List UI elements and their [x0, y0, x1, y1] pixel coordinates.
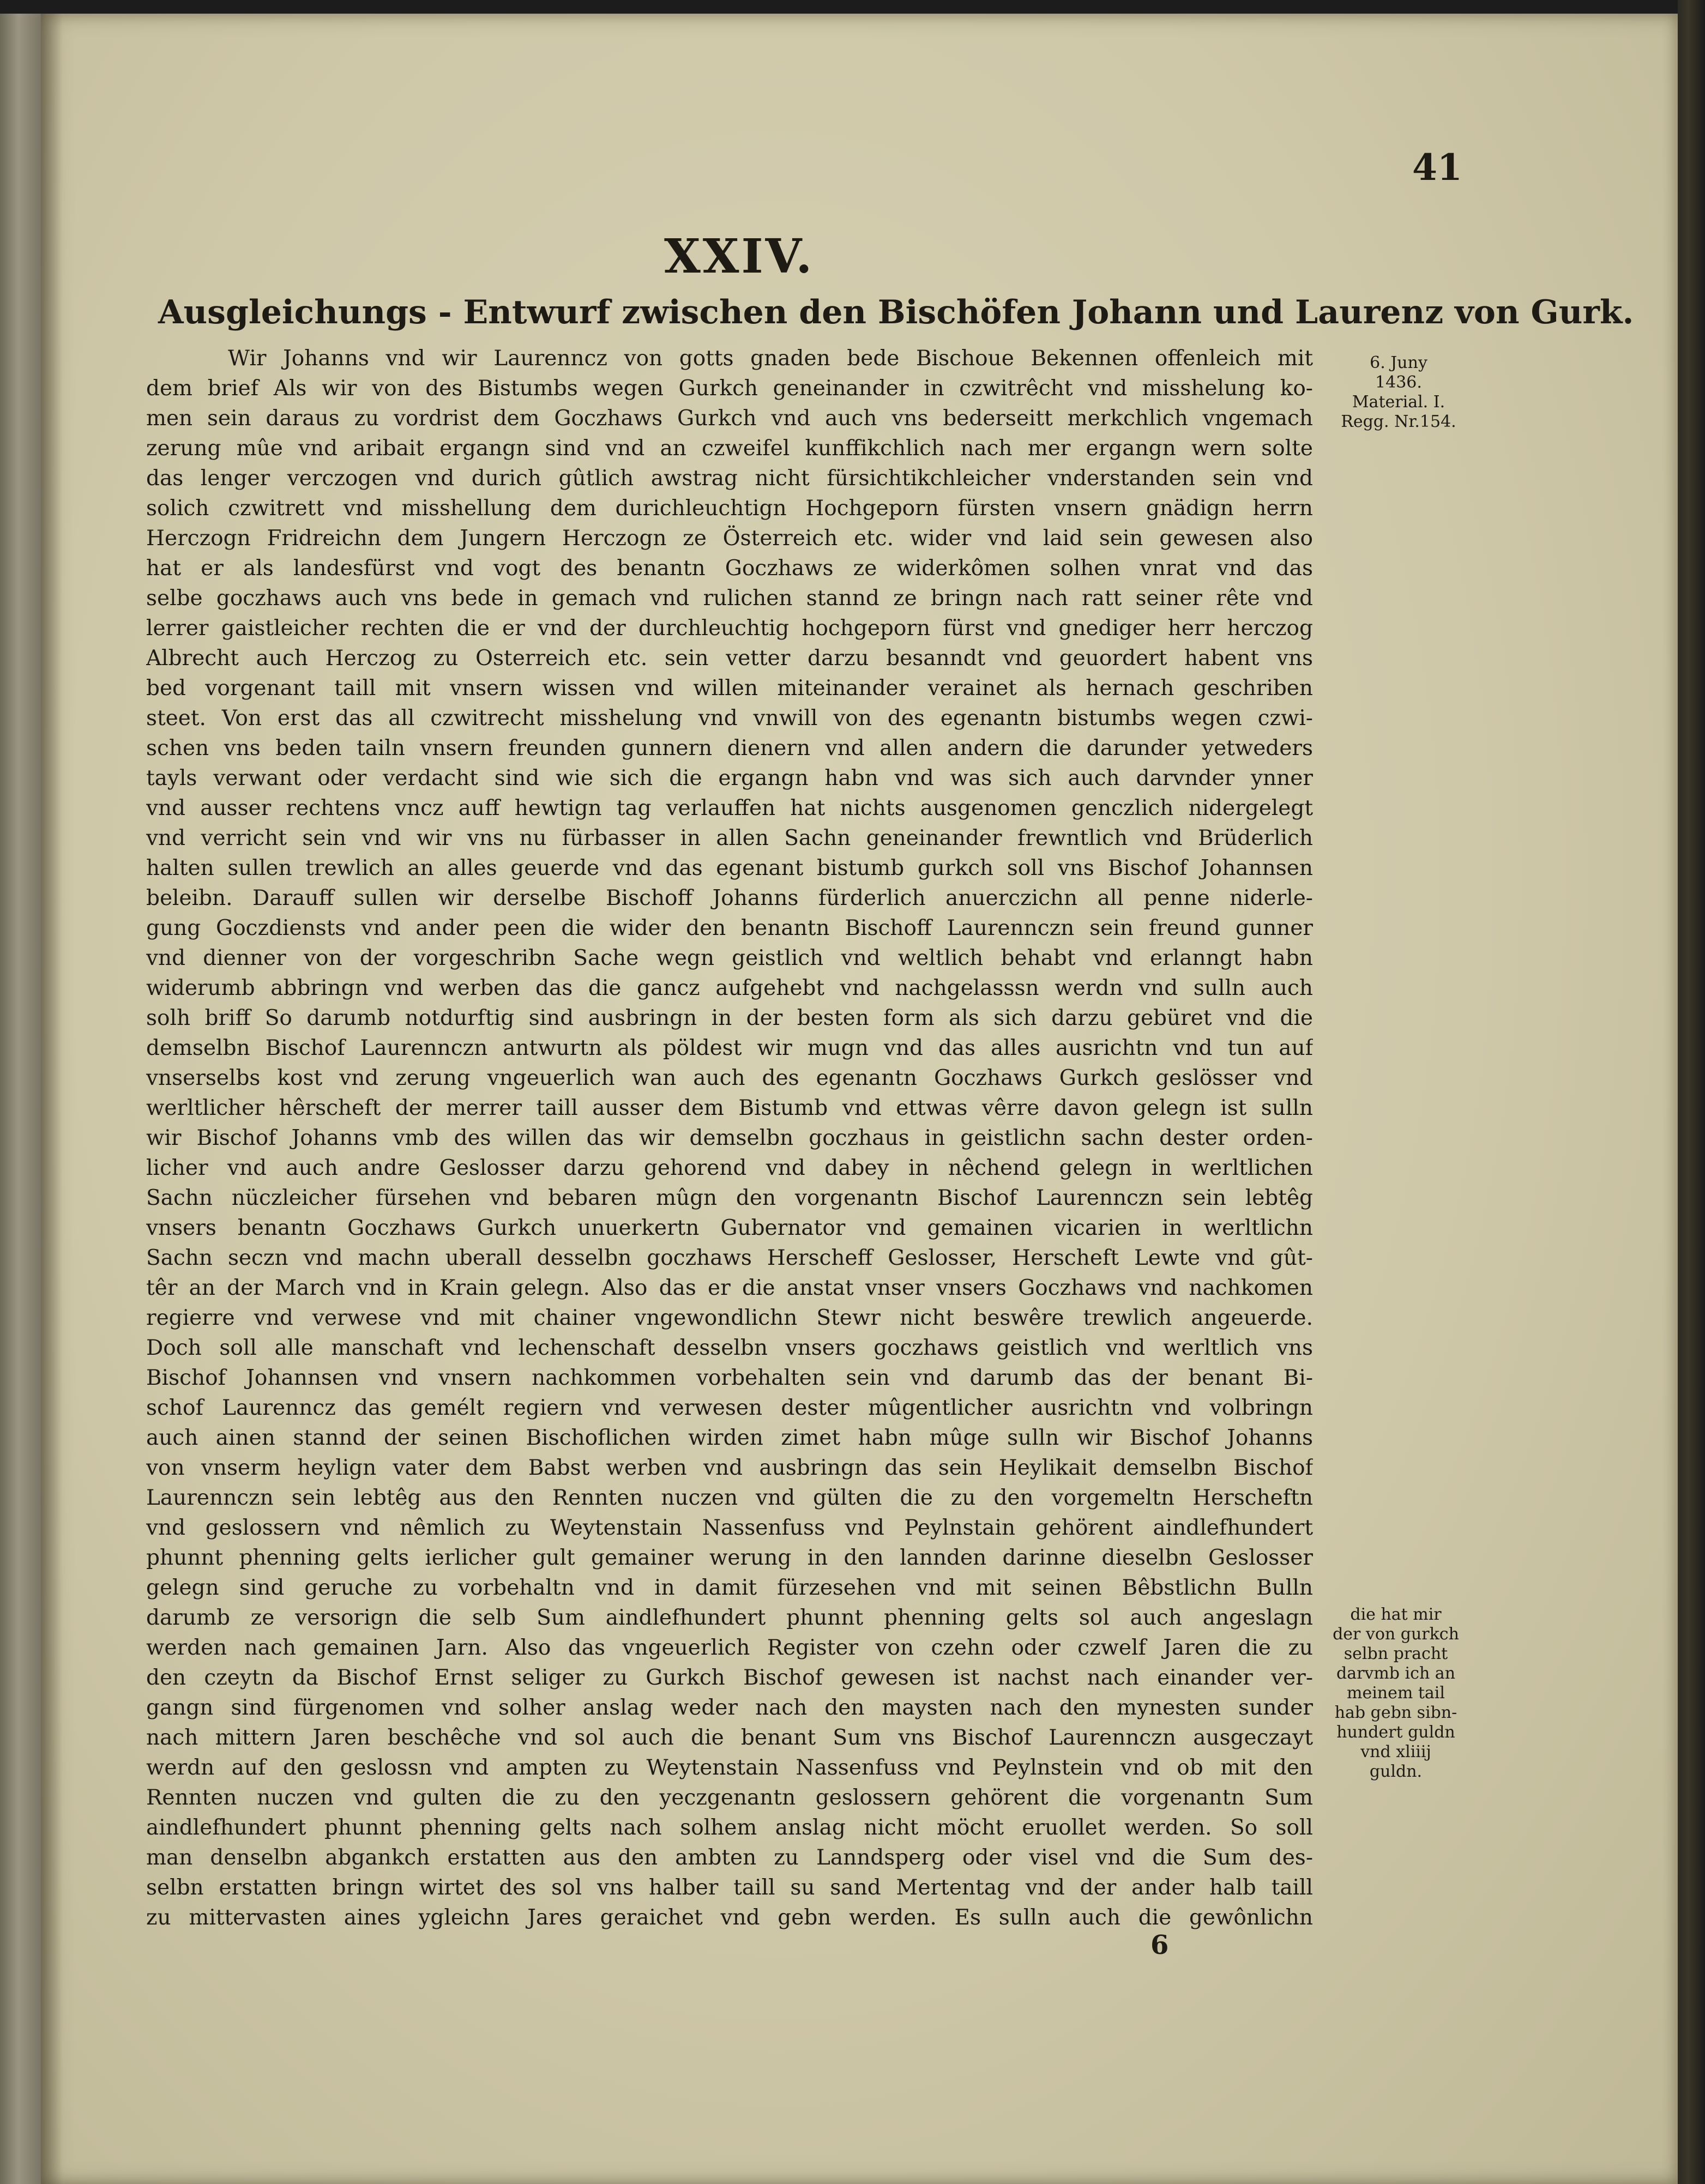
body-line: vnserselbs kost vnd zerung vngeuerlich wan auch des egenantn Goczhaws Gurkch geslösser vnd [146, 1066, 1313, 1090]
margin-note-line: Material. I. [1352, 393, 1445, 412]
margin-note-line: darvmb ich an [1336, 1664, 1456, 1683]
body-line: solh briff So darumb notdurftig sind ausbringn in der besten form als sich darzu gebüret vnd die [146, 1006, 1313, 1030]
body-line: beleibn. Darauff sullen wir derselbe Bischoff Johanns fürderlich anuerczichn all penne niderle- [146, 886, 1313, 910]
body-line: selbn erstatten bringn wirtet des sol vns halber taill su sand Mertentag vnd der ander halb taill [146, 1875, 1313, 1900]
body-line: auch ainen stannd der seinen Bischoflichen wirden zimet habn mûge sulln wir Bischof Johanns [146, 1426, 1313, 1450]
body-text [146, 343, 1313, 1933]
body-line: Bischof Johannsen vnd vnsern nachkommen vorbehalten sein vnd darumb das der benant Bi- [146, 1366, 1313, 1390]
body-line: man denselbn abgankch erstatten aus den ambten zu Lanndsperg oder visel vnd die Sum des- [146, 1845, 1313, 1870]
body-line: vnsers benantn Goczhaws Gurkch unuerkertn Gubernator vnd gemainen vicarien in werltlichn [146, 1216, 1313, 1240]
body-line: nach mittern Jaren beschêche vnd sol auch die benant Sum vns Bischof Laurennczn ausgeczayt [146, 1726, 1313, 1750]
margin-note-line: vnd xliiij [1360, 1742, 1431, 1761]
body-line: gelegn sind geruche zu vorbehaltn vnd in damit fürzesehen vnd mit seinen Bêbstlichn Bulln [146, 1576, 1313, 1600]
body-line: lerrer gaistleicher rechten die er vnd der durchleuchtig hochgeporn fürst vnd gnediger herr herczog [146, 616, 1313, 641]
body-line: Herczogn Fridreichn dem Jungern Herczogn ze Österreich etc. wider vnd laid sein gewesen also [146, 526, 1313, 551]
right-book-edge [1678, 0, 1705, 2184]
body-line: hat er als landesfürst vnd vogt des benantn Goczhaws ze widerkômen solhen vnrat vnd das [146, 556, 1313, 581]
body-line: Wir Johanns vnd wir Laurenncz von gotts gnaden bede Bischoue Bekennen offenleich mit [228, 346, 1313, 371]
body-line: aindlefhundert phunnt phenning gelts nach solhem anslag nicht möcht eruollet werden. So soll [146, 1815, 1313, 1840]
body-line: selbe goczhaws auch vns bede in gemach vnd rulichen stannd ze bringn nach ratt seiner rête vnd [146, 586, 1313, 611]
body-line: Rennten nuczen vnd gulten die zu den yeczgenantn geslossern gehörent die vorgenantn Sum [146, 1785, 1313, 1810]
body-line: werden nach gemainen Jarn. Also das vngeuerlich Register von czehn oder czwelf Jaren die zu [146, 1636, 1313, 1660]
body-line: werdn auf den geslossn vnd ampten zu Weytenstain Nassenfuss vnd Peylnstein vnd ob mit den [146, 1755, 1313, 1780]
margin-note-line: 6. Juny [1370, 353, 1427, 372]
body-line: wir Bischof Johanns vmb des willen das wir demselbn goczhaus in geistlichn sachn dester orden- [146, 1126, 1313, 1150]
body-line: halten sullen trewlich an alles geuerde vnd das egenant bistumb gurkch soll vns Bischof Johannsen [146, 856, 1313, 880]
body-line: men sein daraus zu vordrist dem Goczhaws Gurkch vnd auch vns bederseitt merkchlich vngemach [146, 406, 1313, 431]
page-fold-shadow [41, 14, 63, 2184]
body-line: solich czwitrett vnd misshellung dem durichleuchtign Hochgeporn fürsten vnsern gnädign herrn [146, 496, 1313, 521]
body-line: schof Laurenncz das gemélt regiern vnd verwesen dester mûgentlicher ausrichtn vnd volbringn [146, 1396, 1313, 1420]
body-line: Sachn nüczleicher fürsehen vnd bebaren mûgn den vorgenantn Bischof Laurennczn sein lebtêg [146, 1186, 1313, 1210]
margin-note-annotation [1328, 1605, 1464, 1782]
body-line: vnd geslossern vnd nêmlich zu Weytenstain Nassenfuss vnd Peylnstain gehörent aindlefhundert [146, 1516, 1313, 1540]
page-number: 41 [1412, 146, 1462, 189]
body-line: widerumb abbringn vnd werben das die gancz aufgehebt vnd nachgelasssn werdn vnd sulln auch [146, 976, 1313, 1000]
body-line: darumb ze versorign die selb Sum aindlefhundert phunnt phenning gelts sol auch angeslagn [146, 1606, 1313, 1630]
body-line: têr an der March vnd in Krain gelegn. Also das er die anstat vnser vnsers Goczhaws vnd nachkomen [146, 1276, 1313, 1300]
body-line: vnd ausser rechtens vncz auff hewtign tag verlauffen hat nichts ausgenomen genczlich nidergelegt [146, 796, 1313, 820]
body-line: werltlicher hêrscheft der merrer taill ausser dem Bistumb vnd ettwas vêrre davon gelegn ist sulln [146, 1096, 1313, 1120]
margin-note-line: selbn pracht [1343, 1644, 1448, 1663]
body-line: das lenger verczogen vnd durich gûtlich awstrag nicht fürsichtikchleicher vnderstanden sein vnd [146, 466, 1313, 491]
body-line: gung Goczdiensts vnd ander peen die wider den benantn Bischoff Laurennczn sein freund gunner [146, 916, 1313, 940]
margin-note-line: Regg. Nr.154. [1341, 412, 1456, 431]
margin-note-line: hundert guldn [1336, 1723, 1455, 1742]
chapter-number: XXIV. [664, 229, 815, 284]
body-line: zu mittervasten aines ygleichn Jares geraichet vnd gebn werden. Es sulln auch die gewônlichn [146, 1905, 1313, 1930]
body-line: von vnserm heylign vater dem Babst werben vnd ausbringn das sein Heylikait demselbn Bischof [146, 1456, 1313, 1480]
body-line: licher vnd auch andre Geslosser darzu gehorend vnd dabey in nêchend gelegn in werltlichen [146, 1156, 1313, 1180]
body-line: Albrecht auch Herczog zu Osterreich etc. sein vetter darzu besanndt vnd geuordert habent vns [146, 646, 1313, 671]
margin-note-line: 1436. [1375, 373, 1422, 392]
margin-note-line: meinem tail [1347, 1684, 1445, 1703]
body-line: gangn sind fürgenomen vnd solher anslag weder nach den maysten nach den mynesten sunder [146, 1696, 1313, 1720]
body-line: schen vns beden tailn vnsern freunden gunnern dienern vnd allen andern die darunder yetweders [146, 736, 1313, 761]
body-line: den czeytn da Bischof Ernst seliger zu Gurkch Bischof gewesen ist nachst nach einander ver- [146, 1666, 1313, 1690]
body-line: Laurennczn sein lebtêg aus den Rennten nuczen vnd gülten die zu den vorgemeltn Herscheftn [146, 1486, 1313, 1510]
body-line: phunnt phenning gelts ierlicher gult gemainer werung in den lannden darinne dieselbn Geslosser [146, 1546, 1313, 1570]
body-line: vnd dienner von der vorgeschribn Sache wegn geistlich vnd weltlich behabt vnd erlanngt habn [146, 946, 1313, 970]
body-line: Doch soll alle manschaft vnd lechenschaft desselbn vnsers goczhaws geistlich vnd werltlich vns [146, 1336, 1313, 1360]
body-line: steet. Von erst das all czwitrecht misshelung vnd vnwill von des egenantn bistumbs wegen czwi- [146, 706, 1313, 731]
body-line: tayls verwant oder verdacht sind wie sich die ergangn habn vnd was sich auch darvnder ynner [146, 766, 1313, 791]
body-line: demselbn Bischof Laurennczn antwurtn als pöldest wir mugn vnd das alles ausrichtn vnd tun auf [146, 1036, 1313, 1060]
margin-note-date [1328, 353, 1469, 432]
body-line: zerung mûe vnd aribait ergangn sind vnd an czweifel kunffikchlich nach mer ergangn wern solte [146, 436, 1313, 461]
margin-note-line: der von gurkch [1333, 1625, 1459, 1644]
body-line: bed vorgenant taill mit vnsern wissen vnd willen miteinander verainet als hernach geschriben [146, 676, 1313, 701]
body-line: dem brief Als wir von des Bistumbs wegen Gurkch geneinander in czwitrêcht vnd misshelung ko- [146, 376, 1313, 401]
body-line: regierre vnd verwese vnd mit chainer vngewondlichn Stewr nicht beswêre trewlich angeuerde. [146, 1306, 1313, 1330]
signature-mark: 6 [1150, 1930, 1169, 1960]
margin-note-line: die hat mir [1350, 1605, 1442, 1624]
body-line: vnd verricht sein vnd wir vns nu fürbasser in allen Sachn geneinander frewntlich vnd Brüderlich [146, 826, 1313, 850]
document-heading: Ausgleichungs - Entwurf zwischen den Bischöfen Johann und Laurenz von Gurk. [158, 293, 1634, 331]
margin-note-line: hab gebn sibn- [1334, 1703, 1457, 1722]
margin-note-line: guldn. [1369, 1762, 1423, 1781]
left-page-edge [0, 14, 41, 2184]
body-line: Sachn seczn vnd machn uberall desselbn goczhaws Herscheff Geslosser, Herscheft Lewte vnd gût- [146, 1246, 1313, 1270]
